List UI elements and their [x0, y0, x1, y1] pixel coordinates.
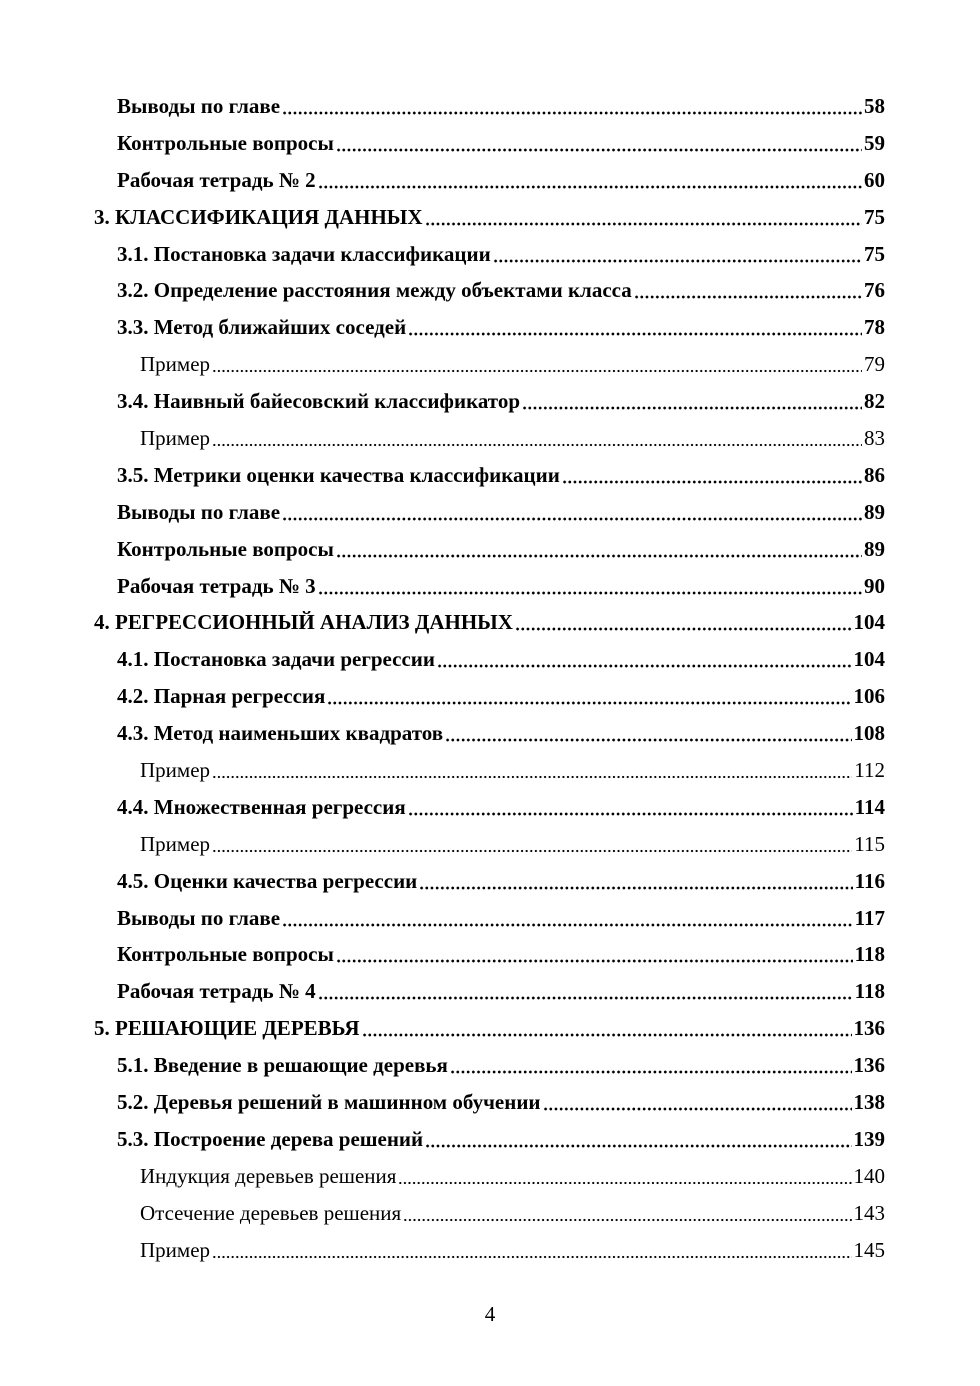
toc-subsection-entry[interactable] [0, 1232, 980, 1269]
toc-entry-title: 3. КЛАССИФИКАЦИЯ ДАННЫХ [94, 204, 423, 229]
page-number: 4 [484, 1302, 496, 1326]
toc-section-entry[interactable] [0, 494, 980, 531]
toc-section-entry[interactable] [0, 789, 980, 826]
toc-dot-leader [450, 1055, 852, 1076]
toc-entry-title: 3.4. Наивный байесовский классификатор [117, 389, 521, 414]
toc-dot-leader [408, 797, 853, 818]
toc-entry-page: 59 [864, 130, 885, 155]
toc-subsection-entry[interactable] [0, 1158, 980, 1195]
toc-entry-page: 118 [854, 979, 885, 1004]
toc-subsection-entry[interactable] [0, 1195, 980, 1232]
toc-dot-leader [425, 207, 862, 228]
toc-entry-page: 82 [864, 389, 885, 414]
table-of-contents [0, 88, 980, 1269]
toc-entry-title: Пример [140, 757, 211, 782]
toc-chapter-entry[interactable] [0, 604, 980, 641]
toc-entry-page: 117 [854, 905, 885, 930]
toc-section-entry[interactable] [0, 1084, 980, 1121]
toc-entry-page: 140 [853, 1163, 885, 1188]
toc-entry-title: 4.3. Метод наименьших квадратов [117, 721, 444, 746]
toc-entry-title: Индукция деревьев решения [140, 1163, 397, 1188]
toc-dot-leader [408, 317, 862, 338]
toc-section-entry[interactable] [0, 678, 980, 715]
toc-dot-leader [425, 1129, 851, 1150]
toc-entry-title: 5.1. Введение в решающие деревья [117, 1053, 448, 1078]
toc-section-entry[interactable] [0, 1047, 980, 1084]
toc-entry-page: 75 [864, 204, 885, 229]
toc-dot-leader [336, 944, 853, 965]
toc-dot-leader [362, 1018, 852, 1039]
toc-entry-page: 143 [853, 1200, 885, 1225]
toc-dot-leader [419, 871, 852, 892]
toc-section-entry[interactable] [0, 236, 980, 273]
toc-entry-page: 104 [853, 647, 885, 672]
toc-entry-title: Выводы по главе [117, 905, 281, 930]
toc-section-entry[interactable] [0, 457, 980, 494]
toc-entry-page: 104 [853, 610, 885, 635]
toc-section-entry[interactable] [0, 973, 980, 1010]
toc-dot-leader [562, 465, 862, 486]
toc-section-entry[interactable] [0, 641, 980, 678]
toc-dot-leader [543, 1092, 852, 1113]
toc-entry-page: 83 [864, 425, 885, 450]
toc-section-entry[interactable] [0, 531, 980, 568]
toc-entry-title: Выводы по главе [117, 499, 281, 524]
toc-dot-leader [212, 1240, 851, 1261]
toc-entry-title: Пример [140, 831, 211, 856]
toc-entry-title: 4.5. Оценки качества регрессии [117, 868, 418, 893]
toc-entry-page: 76 [864, 278, 885, 303]
toc-dot-leader [445, 723, 851, 744]
toc-section-entry[interactable] [0, 383, 980, 420]
toc-dot-leader [403, 1203, 851, 1224]
toc-subsection-entry[interactable] [0, 752, 980, 789]
toc-entry-title: Контрольные вопросы [117, 130, 334, 155]
toc-dot-leader [282, 908, 853, 929]
toc-entry-title: 5. РЕШАЮЩИЕ ДЕРЕВЬЯ [94, 1016, 360, 1041]
toc-entry-title: 4. РЕГРЕССИОННЫЙ АНАЛИЗ ДАННЫХ [94, 610, 513, 635]
toc-entry-title: 3.3. Метод ближайших соседей [117, 315, 407, 340]
toc-entry-page: 89 [864, 499, 885, 524]
toc-entry-title: 4.1. Постановка задачи регрессии [117, 647, 435, 672]
toc-entry-page: 106 [853, 684, 885, 709]
toc-section-entry[interactable] [0, 936, 980, 973]
toc-dot-leader [282, 96, 862, 117]
toc-entry-title: Пример [140, 425, 211, 450]
toc-dot-leader [634, 280, 862, 301]
toc-dot-leader [398, 1166, 851, 1187]
toc-dot-leader [327, 686, 851, 707]
toc-section-entry[interactable] [0, 125, 980, 162]
toc-dot-leader [212, 428, 862, 449]
toc-section-entry[interactable] [0, 900, 980, 937]
toc-entry-title: 3.5. Метрики оценки качества классификации [117, 462, 560, 487]
toc-entry-title: Рабочая тетрадь № 3 [117, 573, 316, 598]
toc-subsection-entry[interactable] [0, 346, 980, 383]
toc-entry-page: 136 [853, 1053, 885, 1078]
toc-entry-title: 5.2. Деревья решений в машинном обучении [117, 1089, 541, 1114]
toc-subsection-entry[interactable] [0, 420, 980, 457]
toc-dot-leader [282, 502, 862, 523]
toc-entry-title: Отсечение деревьев решения [140, 1200, 402, 1225]
toc-entry-title: 3.2. Определение расстояния между объектами класса [117, 278, 632, 303]
toc-entry-title: Рабочая тетрадь № 2 [117, 167, 316, 192]
toc-entry-page: 116 [854, 868, 885, 893]
toc-entry-title: 3.1. Постановка задачи классификации [117, 241, 491, 266]
toc-entry-page: 90 [864, 573, 885, 598]
toc-dot-leader [336, 539, 862, 560]
toc-entry-page: 108 [853, 721, 885, 746]
toc-dot-leader [336, 133, 862, 154]
toc-entry-page: 112 [854, 757, 885, 782]
toc-section-entry[interactable] [0, 309, 980, 346]
toc-entry-title: Контрольные вопросы [117, 536, 334, 561]
toc-entry-page: 138 [853, 1089, 885, 1114]
toc-section-entry[interactable] [0, 1121, 980, 1158]
toc-dot-leader [212, 834, 852, 855]
toc-dot-leader [318, 981, 853, 1002]
toc-entry-page: 118 [854, 942, 885, 967]
toc-chapter-entry[interactable] [0, 199, 980, 236]
toc-entry-page: 115 [854, 831, 885, 856]
toc-entry-page: 136 [853, 1016, 885, 1041]
toc-dot-leader [212, 760, 852, 781]
toc-entry-title: 4.2. Парная регрессия [117, 684, 326, 709]
toc-entry-page: 60 [864, 167, 885, 192]
toc-entry-page: 114 [854, 794, 885, 819]
toc-section-entry[interactable] [0, 715, 980, 752]
toc-entry-title: Пример [140, 1237, 211, 1262]
toc-dot-leader [493, 244, 862, 265]
toc-entry-page: 86 [864, 462, 885, 487]
toc-dot-leader [318, 170, 862, 191]
toc-entry-page: 89 [864, 536, 885, 561]
toc-entry-page: 78 [864, 315, 885, 340]
toc-entry-page: 79 [864, 352, 885, 377]
toc-section-entry[interactable] [0, 272, 980, 309]
toc-entry-title: 5.3. Построение дерева решений [117, 1126, 424, 1151]
toc-section-entry[interactable] [0, 568, 980, 605]
toc-entry-page: 145 [853, 1237, 885, 1262]
toc-entry-title: Выводы по главе [117, 93, 281, 118]
toc-entry-page: 139 [853, 1126, 885, 1151]
toc-section-entry[interactable] [0, 88, 980, 125]
toc-dot-leader [318, 576, 862, 597]
toc-dot-leader [437, 649, 852, 670]
toc-dot-leader [515, 612, 852, 633]
toc-dot-leader [522, 391, 862, 412]
toc-section-entry[interactable] [0, 162, 980, 199]
toc-entry-page: 75 [864, 241, 885, 266]
toc-entry-title: 4.4. Множественная регрессия [117, 794, 406, 819]
toc-entry-title: Контрольные вопросы [117, 942, 334, 967]
toc-chapter-entry[interactable] [0, 1010, 980, 1047]
toc-entry-title: Рабочая тетрадь № 4 [117, 979, 316, 1004]
toc-section-entry[interactable] [0, 863, 980, 900]
toc-dot-leader [212, 354, 862, 375]
toc-entry-title: Пример [140, 352, 211, 377]
toc-entry-page: 58 [864, 93, 885, 118]
toc-subsection-entry[interactable] [0, 826, 980, 863]
